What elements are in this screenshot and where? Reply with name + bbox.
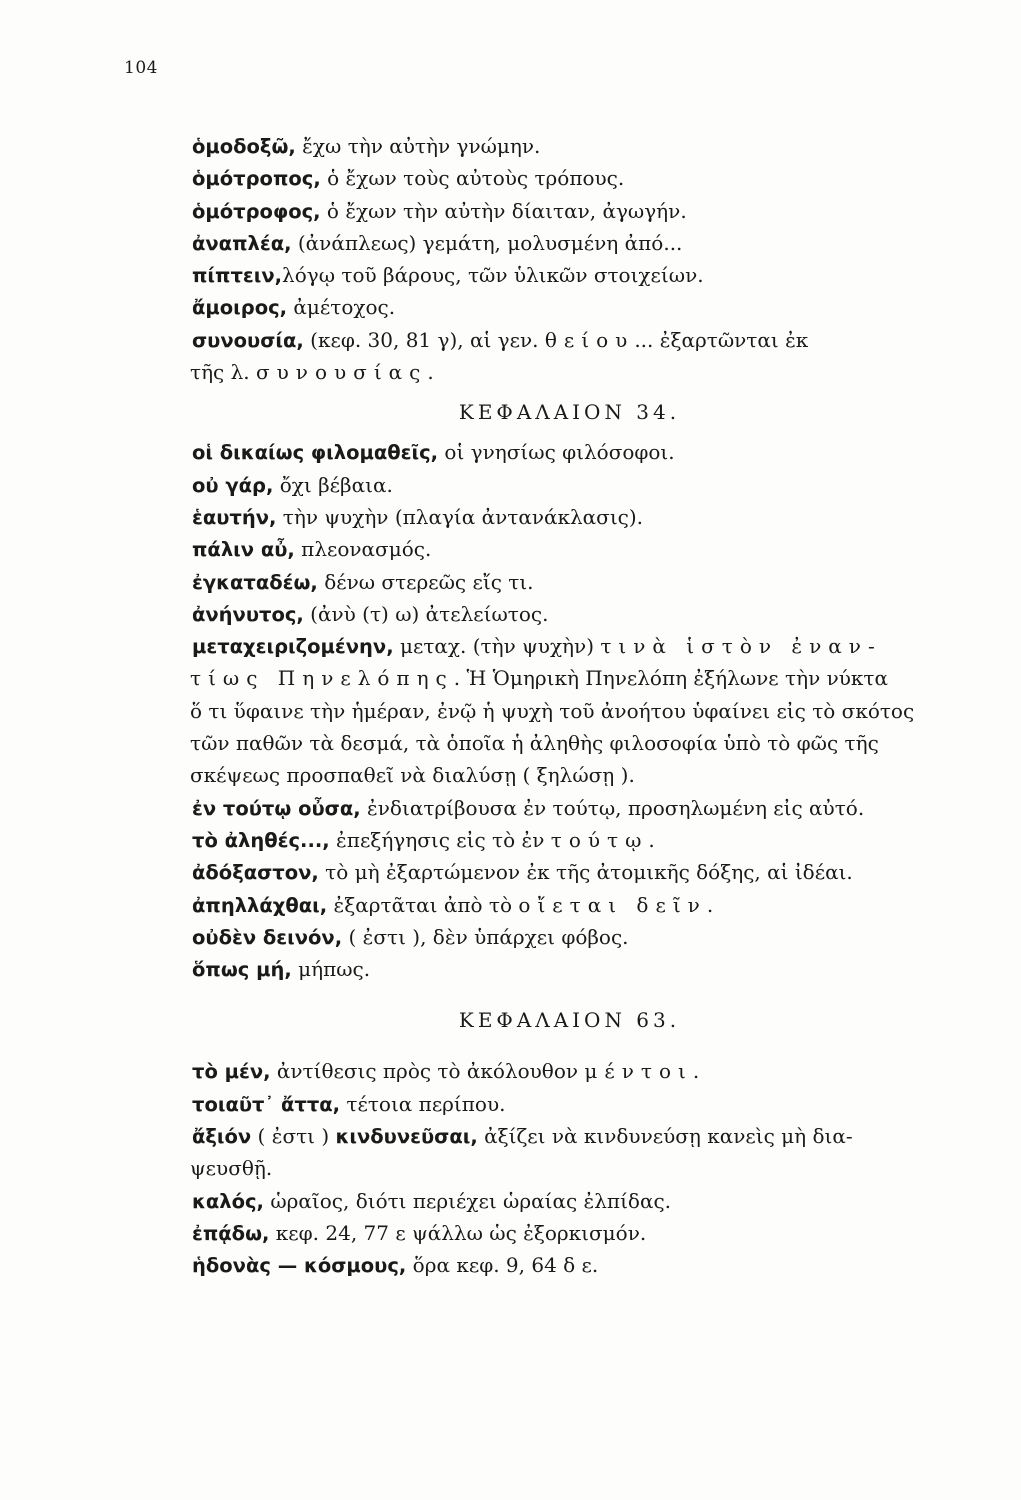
entry-gloss: ( ἐστι ) xyxy=(251,1124,336,1149)
entry-term: ἐπᾴδω, xyxy=(192,1221,270,1245)
entry-gloss: ὄχι βέβαια. xyxy=(273,472,393,497)
entry-continuation xyxy=(190,356,967,388)
entry xyxy=(192,1249,967,1281)
entry-term: κινδυνεῦσαι, xyxy=(335,1125,478,1149)
entry xyxy=(192,130,967,162)
entry-gloss: μεταχ. (τὴν ψυχὴν) xyxy=(393,634,601,659)
entry-gloss: κεφ. 24, 77 ε ψάλλω ὡς ἐξορκισμόν. xyxy=(269,1220,647,1245)
entry-gloss: δένω στερεῶς εἴς τι. xyxy=(317,569,534,594)
entry-gloss: τὴν ψυχὴν (πλαγία ἀντανάκλασις). xyxy=(276,504,644,529)
entry xyxy=(192,324,967,356)
entry xyxy=(192,889,967,921)
entry xyxy=(192,162,967,194)
entry-term: τοιαῦτ᾿ ἄττα, xyxy=(192,1092,341,1116)
entry-term: οὐδὲν δεινόν, xyxy=(192,925,343,949)
entry-gloss-tail: ... ἐξαρτῶνται ἐκ xyxy=(634,327,809,352)
entry xyxy=(192,291,967,323)
entry xyxy=(192,533,967,565)
entry-term: συνουσία, xyxy=(192,328,304,352)
entry-term: οἱ δικαίως φιλομαθεῖς, xyxy=(192,441,439,465)
entry-continuation xyxy=(190,727,967,759)
entry xyxy=(192,1217,967,1249)
spaced-text: οἴεται δεῖν xyxy=(518,892,707,917)
entry xyxy=(192,195,967,227)
entry-gloss: τὸ μὴ ἐξαρτώμενον ἐκ τῆς ἀτομικῆς δόξης, αἱ ἰδέαι. xyxy=(318,860,853,885)
entry-term: τὸ μέν, xyxy=(192,1060,271,1084)
entry-gloss: τέτοια περίπου. xyxy=(340,1091,506,1116)
entry-continuation xyxy=(190,662,967,694)
entry-gloss: ἐνδιατρίβουσα ἐν τούτῳ, προσηλωμένη εἰς αὐτό. xyxy=(360,795,865,820)
chapter-heading: ΚΕΦΑΛΑΙΟΝ 34. xyxy=(458,400,681,425)
entry-gloss: ἀμέτοχος. xyxy=(287,295,396,320)
entry-gloss: ἐπεξήγησις εἰς τὸ ἐν xyxy=(329,827,551,852)
spaced-text: θείου xyxy=(544,327,635,352)
entry-gloss: (ἀνὺ (τ) ω) ἀτελείωτος. xyxy=(303,601,549,626)
entry-term: ἀπηλλάχθαι, xyxy=(192,893,328,917)
page-number: 104 xyxy=(124,58,158,78)
entry xyxy=(192,792,967,824)
entry-continuation xyxy=(190,759,967,791)
continuation-text: ὅ τι ὕφαινε τὴν ἡμέραν, ἐνῷ ἡ ψυχὴ τοῦ ἀνοήτου ὑφαίνει εἰς τὸ σκότος xyxy=(190,698,915,723)
entry-term: ἑαυτήν, xyxy=(192,505,277,529)
continuation-text: ψευσθῇ. xyxy=(190,1156,273,1181)
spaced-text: μέντοι xyxy=(584,1059,693,1084)
entry-gloss: λόγῳ τοῦ βάρους, τῶν ὑλικῶν στοιχείων. xyxy=(282,263,704,288)
entry-term: ἐν τούτῳ οὖσα, xyxy=(192,796,361,820)
entry-gloss-tail: ἀξίζει νὰ κινδυνεύσῃ κανεὶς μὴ δια- xyxy=(477,1124,853,1149)
chapter-heading: ΚΕΦΑΛΑΙΟΝ 63. xyxy=(458,1008,681,1033)
entry-term: καλός, xyxy=(192,1189,264,1213)
spaced-text: τίως Πηνελόπης xyxy=(190,666,454,691)
entry-term: ὁμοδοξῶ, xyxy=(192,135,296,158)
entry xyxy=(192,469,967,501)
entry-gloss: ἔχω τὴν αὐτὴν γνώμην. xyxy=(295,134,541,158)
entry-continuation xyxy=(190,695,967,727)
entry-term: ὅπως μή, xyxy=(192,958,292,982)
entry xyxy=(192,566,967,598)
entry xyxy=(192,436,967,468)
entry-gloss: πλεονασμός. xyxy=(294,537,432,562)
entry-term: ὁμότροφος, xyxy=(192,199,321,223)
entry-gloss: ὅρα κεφ. 9, 64 δ ε. xyxy=(406,1253,599,1278)
spaced-text: τούτῳ xyxy=(550,827,649,852)
entry xyxy=(192,630,967,662)
entry xyxy=(192,824,967,856)
entry-term: ἀδόξαστον, xyxy=(192,861,319,885)
entry xyxy=(192,227,967,259)
spaced-text: συνουσίας xyxy=(256,360,428,385)
continuation-text: . Ἡ Ὁμηρικὴ Πηνελόπη ἐξήλωνε τὴν νύκτα xyxy=(453,666,888,691)
entry-gloss: οἱ γνησίως φιλόσοφοι. xyxy=(438,440,675,465)
spaced-text: τινὰ ἱστὸν ἐναν- xyxy=(600,634,882,659)
entry-term: πάλιν αὖ, xyxy=(192,538,295,562)
entry-gloss-tail: . xyxy=(648,827,655,852)
entry xyxy=(192,1185,967,1217)
entry-term: ἀναπλέα, xyxy=(192,231,292,255)
entry-term: ἐγκαταδέω, xyxy=(192,570,318,594)
entry-gloss: ἐξαρτᾶται ἀπὸ τὸ xyxy=(327,892,519,917)
continuation-text: τῶν παθῶν τὰ δεσμά, τὰ ὁποῖα ἡ ἀληθὴς φιλοσοφία ὑπὸ τὸ φῶς τῆς xyxy=(190,731,879,756)
continuation-text: σκέψεως προσπαθεῖ νὰ διαλύσῃ ( ξηλώσῃ ). xyxy=(190,763,635,788)
entry-gloss-tail: . xyxy=(706,892,714,917)
entry-continuation xyxy=(190,1152,967,1184)
entry-gloss: ( ἐστι ), δὲν ὑπάρχει φόβος. xyxy=(342,924,629,949)
entry-term: πίπτειν, xyxy=(192,264,283,288)
entry xyxy=(192,953,967,985)
entry xyxy=(192,921,967,953)
entry-gloss: ὡραῖος, διότι περιέχει ὡραίας ἐλπίδας. xyxy=(263,1188,672,1213)
entry-term: ἄμοιρος, xyxy=(192,296,288,320)
entry-term: ὁμότροπος, xyxy=(192,167,321,191)
entry-gloss: ἀντίθεσις πρὸς τὸ ἀκόλουθον xyxy=(270,1059,585,1084)
entry-gloss: μήπως. xyxy=(291,957,371,982)
entry-gloss: (κεφ. 30, 81 γ), αἱ γεν. xyxy=(303,327,545,352)
entry xyxy=(192,1055,967,1087)
entry-term: τὸ ἀληθές..., xyxy=(192,828,330,852)
entry-term: ἄξιόν xyxy=(192,1125,252,1149)
continuation-text: τῆς λ. xyxy=(190,360,256,385)
entry xyxy=(192,856,967,888)
entry xyxy=(192,501,967,533)
glossary-entries xyxy=(192,130,967,1282)
entry-gloss: (ἀνάπλεως) γεμάτη, μολυσμένη ἀπό... xyxy=(291,230,683,255)
entry xyxy=(192,259,967,291)
entry xyxy=(192,1088,967,1120)
continuation-text: . xyxy=(427,360,434,385)
entry-gloss-tail: . xyxy=(692,1059,700,1084)
entry-term: οὐ γάρ, xyxy=(192,473,274,497)
entry-term: μεταχειριζομένην, xyxy=(192,635,394,659)
entry-term: ἡδονὰς — κόσμους, xyxy=(192,1254,407,1278)
entry-gloss: ὁ ἔχων τὴν αὐτὴν δίαιταν, ἀγωγήν. xyxy=(320,198,687,223)
entry xyxy=(192,598,967,630)
entry xyxy=(192,1120,967,1152)
entry-term: ἀνήνυτος, xyxy=(192,602,304,626)
entry-gloss: ὁ ἔχων τοὺς αὐτοὺς τρόπους. xyxy=(320,166,625,191)
